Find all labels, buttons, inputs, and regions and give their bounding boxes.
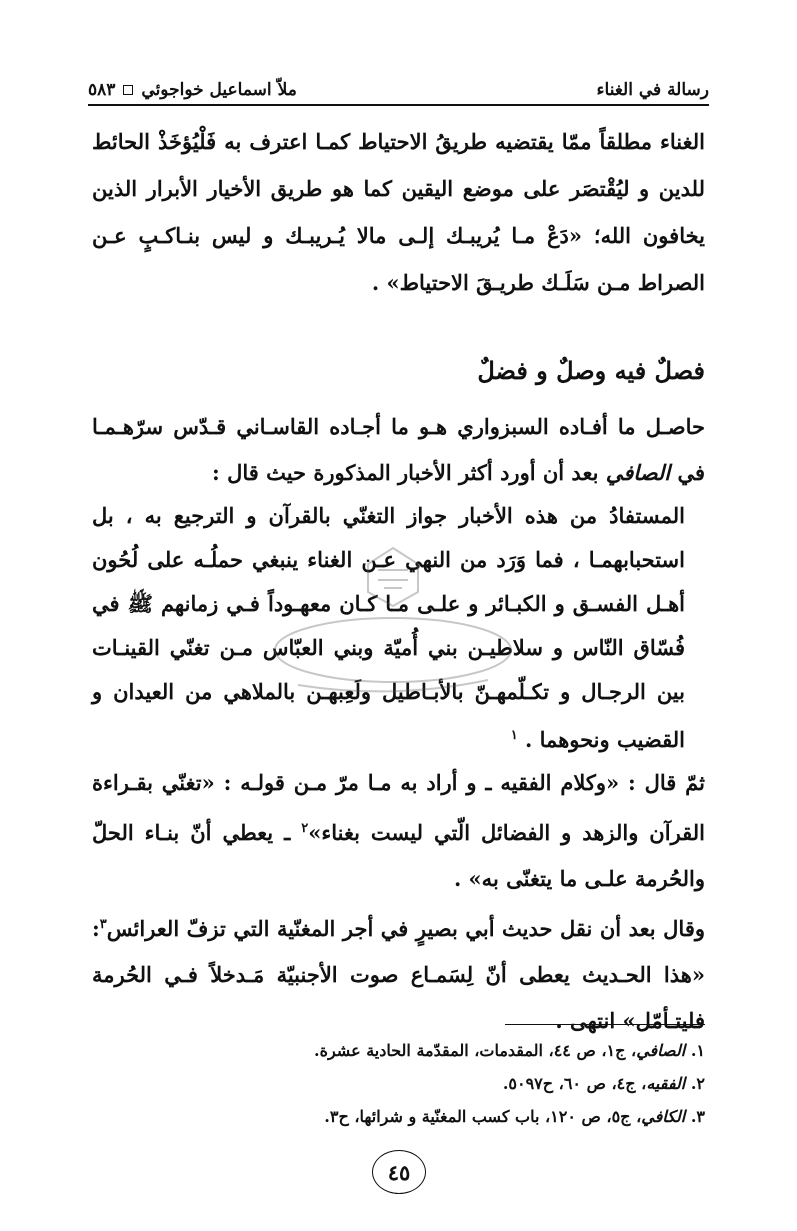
footnote-2 (200, 1067, 705, 1100)
stamp-emblem-icon (368, 548, 418, 606)
footnote-3-source: الكافي (641, 1107, 686, 1126)
footnote-3 (200, 1100, 705, 1133)
intro-text-part1: حاصـل ما أفـاده السبزواري هـو ما أجـاده القاسـاني قـدّس سرّهـمـا في (92, 414, 705, 485)
commentary-1-text: ثمّ قال : «وكلام الفقيه ـ و أراد به مـا مرّ مـن قولـه : «تغنّي بقـراءة القرآن والزهد و الفضائل الّتي ليست بغناء» (92, 770, 706, 845)
footnote-1-number: ١. (690, 1041, 705, 1060)
footnote-1-source: الصافي (636, 1041, 686, 1060)
square-separator-icon (123, 85, 133, 95)
page-number: ٤٥ (372, 1150, 426, 1194)
footnotes (200, 1034, 705, 1133)
footnote-2-detail: ، ج٤، ص ٦٠، ح٥٠٩٧. (502, 1074, 647, 1093)
footnote-3-detail: ، ج٥، ص ١٢٠، باب كسب المغنّية و شرائها، ح٣. (324, 1107, 642, 1126)
stamp-ellipse (275, 618, 511, 682)
intro-text-part2: بعد أن أورد أكثر الأخبار المذكورة حيث قال : (212, 460, 606, 485)
opening-paragraph-block (92, 118, 705, 306)
header-author-group (88, 80, 297, 100)
footnote-1-detail: ، ج١، ص ٤٤، المقدمات، المقدّمة الحادية عشرة. (314, 1041, 637, 1060)
commentary-2-text-end: : «هذا الحـديث يعطى أنّ لِسَمـاع صوت الأجنبيّة مَـدخلاً فـي الحُرمة فليتـأمّل» انتهى . (92, 916, 705, 1033)
commentary-paragraph-2 (92, 902, 705, 1044)
intro-book-title: الصافي (605, 460, 671, 485)
footnote-2-source: الفقيه (646, 1074, 686, 1093)
footnote-marker-1: ١ (510, 728, 518, 743)
commentary-2-text: وقال بعد أن نقل حديث أبي بصيرٍ في أجر المغنّية التي تزفّ العرائس (106, 916, 705, 941)
section-intro (92, 404, 705, 496)
library-stamp-watermark (268, 540, 518, 700)
opening-paragraph: الغناء مطلقاً ممّا يقتضيه طريقُ الاحتياط كمـا اعترف به فَلْيُؤخَذْ الحائط للدين و ليُقْتصَر على موضع اليقين كما هو طريق الأخيار الأبرار الذين يخافون الله؛ «دَعْ مـا يُريبـك إلـى مالا يُـريبـك و ليس بنـاكـبٍ عـن الصراط مـن سَلَـك طريـقَ الاحتياط» . (92, 129, 705, 295)
header-rule (88, 104, 709, 106)
after-quote-block (92, 760, 705, 1044)
footnote-marker-2: ٢ (301, 821, 309, 836)
commentary-paragraph-1 (92, 760, 705, 902)
quote-text: المستفادُ من هذه الأخبار جواز التغنّي بالقرآن و الترجيع به ، بل استحبابهمـا ، فما وَرَد من النهي عـن الغناء ينبغي حملُـه على لُحُون أهـل الفسـق و الكبـائر و علـى مـا كـان معهـوداً فـي زمانهم ﷺ في فُسّاق النّاس و سلاطيـن بني أُميّة وبني العبّاس مـن تغنّي القينـات بين الرجـال و تكـلّمهـنّ بالأبـاطيل ولَعِبهـن بالملاهي من العيدان و القضيب ونحوهما . (92, 503, 685, 752)
running-header (88, 68, 709, 100)
footnote-marker-3: ٣ (99, 917, 107, 932)
book-title: رسالة في الغناء (596, 80, 709, 100)
commentary-1-text-end: ـ يعطي أنّ بنـاء الحلّ والحُرمة علـى ما يتغنّى به» . (92, 820, 705, 891)
author-name: ملاّ اسماعيل خواجوئي (141, 80, 297, 100)
page-reference: ٥٨٣ (88, 80, 116, 100)
footnote-1 (200, 1034, 705, 1067)
footnote-2-number: ٢. (690, 1074, 705, 1093)
section-intro-paragraph (92, 404, 705, 496)
footnote-3-number: ٣. (690, 1107, 705, 1126)
section-heading: فصلٌ فيه وصلٌ و فضلٌ (477, 356, 705, 385)
footnote-rule (505, 1024, 705, 1025)
